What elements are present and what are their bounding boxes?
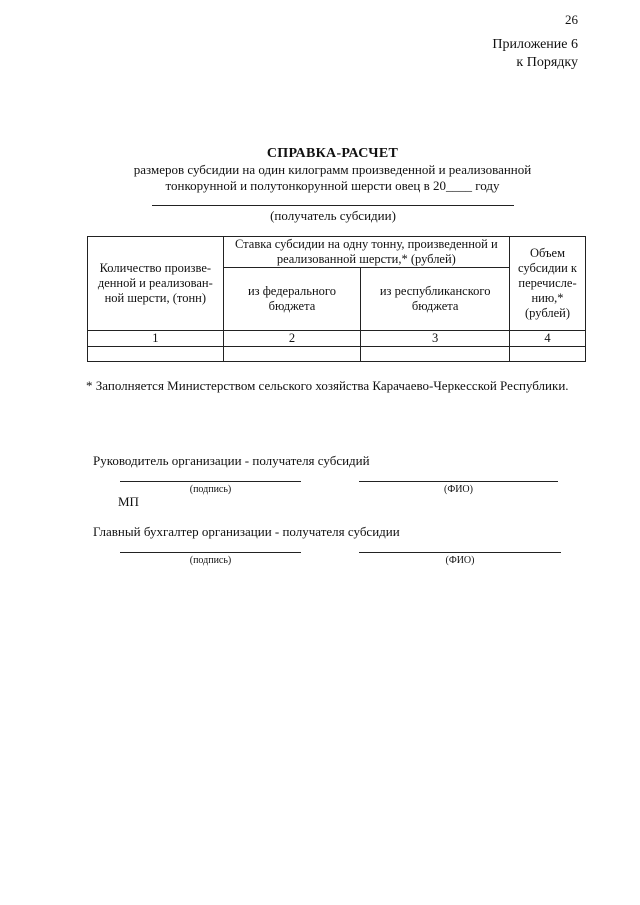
table-cell xyxy=(223,347,361,362)
header-subsidy-rate: Ставка субсидии на одну тонну, произведенной и реализованной шерсти,* (рублей) xyxy=(223,237,509,268)
table-row xyxy=(88,347,586,362)
table-cell xyxy=(510,347,586,362)
head-signature-line xyxy=(120,481,301,482)
head-name-line xyxy=(359,481,558,482)
document-subtitle xyxy=(0,162,640,194)
column-number: 1 xyxy=(88,331,224,347)
page-number: 26 xyxy=(565,12,578,27)
head-signature-title: Руководитель организации - получателя субсидий xyxy=(93,453,370,468)
appendix-line-1: Приложение 6 xyxy=(492,37,578,52)
recipient-fill-line xyxy=(152,205,514,206)
column-number: 3 xyxy=(361,331,510,347)
header-quantity: Количество произве-денной и реализован-ной шерсти, (тонн) xyxy=(88,237,224,331)
accountant-signature-caption: (подпись) xyxy=(189,555,232,566)
subtitle-line-1: размеров субсидии на один килограмм произведенной и реализованной xyxy=(133,162,532,177)
stamp-placeholder: МП xyxy=(118,494,139,509)
head-signature-caption: (подпись) xyxy=(189,484,232,495)
table-cell xyxy=(361,347,510,362)
appendix-line-2: к Порядку xyxy=(516,55,578,70)
accountant-signature-line xyxy=(120,552,301,553)
column-number: 2 xyxy=(223,331,361,347)
subtitle-line-2: тонкорунной и полутонкорунной шерсти овец в 20____ году xyxy=(165,178,500,193)
table-cell xyxy=(88,347,224,362)
column-number-row xyxy=(88,331,586,347)
header-subsidy-volume: Объем субсидии к перечисле-нию,* (рублей) xyxy=(510,237,586,331)
calculation-table xyxy=(87,236,586,362)
header-republican-budget: из республиканского бюджета xyxy=(361,268,510,331)
head-name-caption: (ФИО) xyxy=(443,484,473,495)
accountant-signature-title: Главный бухгалтер организации - получателя субсидии xyxy=(93,524,400,539)
footnote: * Заполняется Министерством сельского хозяйства Карачаево-Черкесской Республики. xyxy=(86,378,569,393)
appendix-reference xyxy=(492,36,578,72)
header-federal-budget: из федерального бюджета xyxy=(223,268,361,331)
accountant-name-caption: (ФИО) xyxy=(445,555,475,566)
column-number: 4 xyxy=(510,331,586,347)
document-title: СПРАВКА-РАСЧЕТ xyxy=(266,146,399,161)
recipient-caption: (получатель субсидии) xyxy=(270,208,396,223)
accountant-name-line xyxy=(359,552,561,553)
